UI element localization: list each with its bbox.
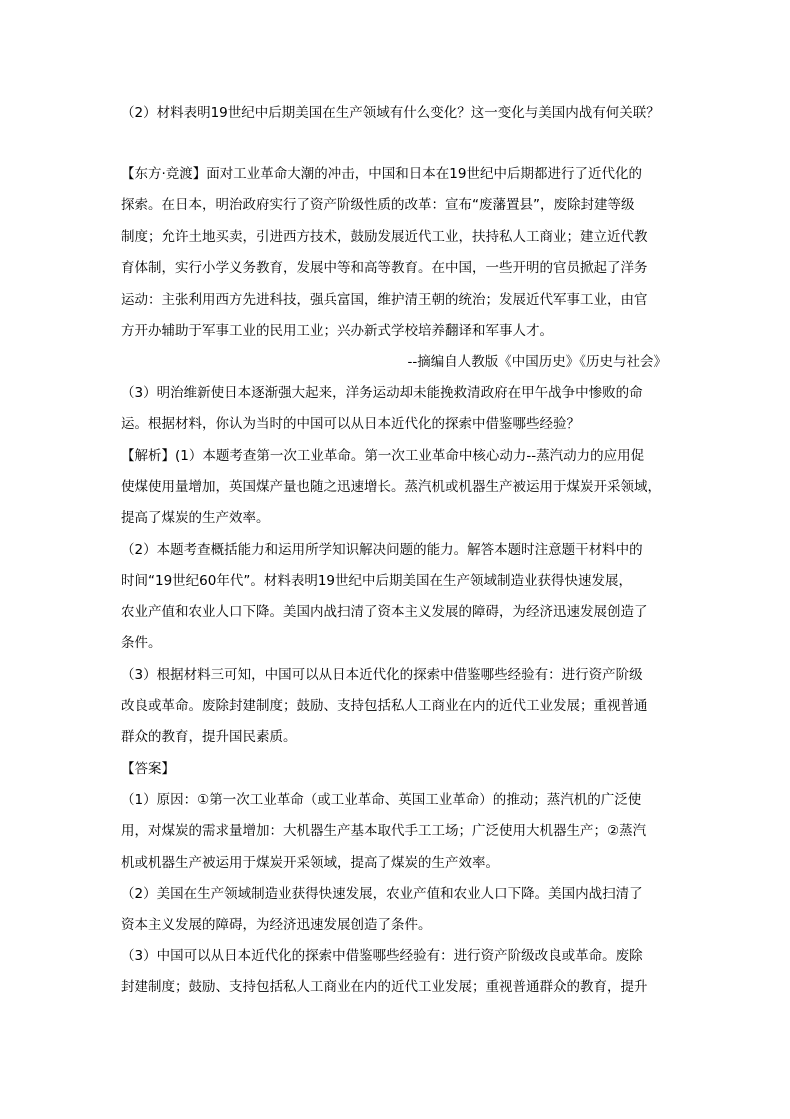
material-line: 探索。在日本，明治政府实行了资产阶级性质的改革：宣布“废藩置县”，废除封建等级	[121, 197, 635, 213]
material-line: 【东方·竞渡】面对工业革命大潮的冲击，中国和日本在19世纪中后期都进行了近代化的	[121, 166, 642, 182]
material-source: --摘编自人教版《中国历史》《历史与社会》	[407, 354, 667, 370]
analysis-line: （2）本题考查概括能力和运用所学知识解决问题的能力。解答本题时注意题干材料中的	[121, 542, 643, 558]
answer-line: 资本主义发展的障碍，为经济迅速发展创造了条件。	[121, 917, 432, 933]
analysis-line: 使煤使用量增加，英国煤产量也随之迅速增长。蒸汽机或机器生产被运用于煤炭开采领域，	[121, 479, 661, 495]
analysis-line: 农业产值和农业人口下降。美国内战扫清了资本主义发展的障碍，为经济迅速发展创造了	[121, 604, 648, 620]
analysis-line: 群众的教育，提升国民素质。	[121, 729, 297, 745]
answer-line: （3）中国可以从日本近代化的探索中借鉴哪些经验有：进行资产阶级改良或革命。废除	[121, 948, 643, 964]
analysis-line: 改良或革命。废除封建制度；鼓励、支持包括私人工商业在内的近代工业发展；重视普通	[121, 698, 648, 714]
question-3-line: （3）明治维新使日本逐渐强大起来，洋务运动却未能挽救清政府在甲午战争中惨败的命	[121, 385, 643, 401]
analysis-line: 提高了煤炭的生产效率。	[121, 510, 270, 526]
analysis-line: 条件。	[121, 635, 162, 651]
analysis-line: 时间“19世纪60年代”。材料表明19世纪中后期美国在生产领域制造业获得快速发展，	[121, 573, 633, 589]
answer-line: 封建制度；鼓励、支持包括私人工商业在内的近代工业发展；重视普通群众的教育，提升	[121, 979, 648, 995]
material-line: 制度；允许土地买卖，引进西方技术，鼓励发展近代工业，扶持私人工商业；建立近代教	[121, 229, 648, 245]
answer-heading: 【答案】	[121, 761, 175, 777]
answer-line: 机或机器生产被运用于煤炭开采领域，提高了煤炭的生产效率。	[121, 855, 499, 871]
material-line: 育体制，实行小学义务教育，发展中等和高等教育。在中国，一些开明的官员掀起了洋务	[121, 260, 648, 276]
answer-line: 用，对煤炭的需求量增加：大机器生产基本取代手工工场；广泛使用大机器生产；②蒸汽	[121, 823, 647, 839]
material-line: 运动：主张利用西方先进科技，强兵富国，维护清王朝的统治；发展近代军事工业，由官	[121, 292, 648, 308]
material-line: 方开办辅助于军事工业的民用工业；兴办新式学校培养翻译和军事人才。	[121, 323, 553, 339]
analysis-line: 【解析】(1）本题考查第一次工业革命。第一次工业革命中核心动力--蒸汽动力的应用促	[121, 448, 645, 464]
answer-line: （2）美国在生产领域制造业获得快速发展，农业产值和农业人口下降。美国内战扫清了	[121, 886, 643, 902]
question-3-line: 运。根据材料，你认为当时的中国可以从日本近代化的探索中借鉴哪些经验？	[121, 416, 580, 432]
answer-line: （1）原因：①第一次工业革命（或工业革命、英国工业革命）的推动；蒸汽机的广泛使	[121, 792, 642, 808]
analysis-line: （3）根据材料三可知，中国可以从日本近代化的探索中借鉴哪些经验有：进行资产阶级	[121, 667, 643, 683]
question-2: （2）材料表明19世纪中后期美国在生产领域有什么变化？这一变化与美国内战有何关联？	[121, 105, 660, 121]
